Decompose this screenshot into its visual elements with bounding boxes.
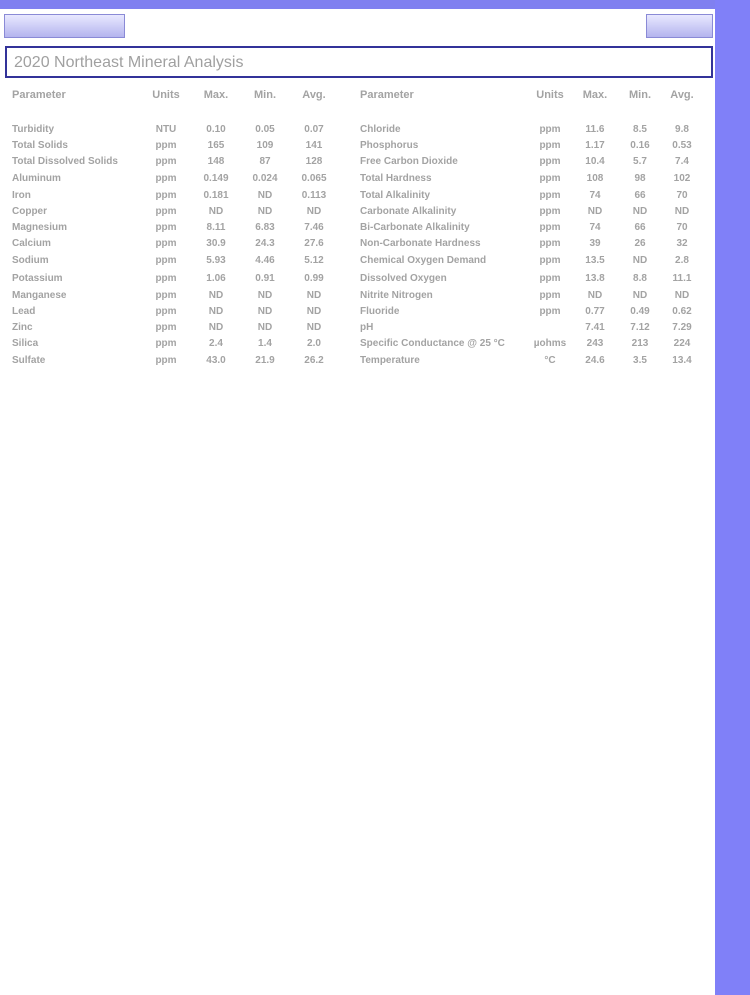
cell-units: ppm <box>155 172 177 184</box>
cell-avg: 11.1 <box>672 272 692 284</box>
cell-min: 213 <box>631 337 649 349</box>
table-row <box>12 219 704 235</box>
cell-max: 39 <box>589 237 601 249</box>
cell-parameter: Copper <box>12 205 47 217</box>
cell-units: ppm <box>155 354 177 366</box>
cell-min: 8.5 <box>633 123 647 135</box>
cell-max: ND <box>208 305 224 317</box>
cell-avg: ND <box>306 205 322 217</box>
cell-parameter: Dissolved Oxygen <box>360 272 447 284</box>
cell-units: NTU <box>155 123 177 135</box>
cell-units: ppm <box>155 189 177 201</box>
cell-max: 74 <box>589 189 601 201</box>
cell-parameter: Total Hardness <box>360 172 432 184</box>
cell-avg: 0.62 <box>672 305 692 317</box>
cell-min: 6.83 <box>255 221 275 233</box>
table-row <box>12 319 704 335</box>
cell-units: ppm <box>539 205 561 217</box>
cell-avg: 26.2 <box>304 354 324 366</box>
cell-parameter: Specific Conductance @ 25 °C <box>360 337 505 349</box>
header-max: Max. <box>203 89 229 101</box>
cell-parameter: pH <box>360 321 374 333</box>
cell-max: 13.8 <box>585 272 605 284</box>
cell-max: ND <box>208 321 224 333</box>
cell-max: 243 <box>586 337 604 349</box>
cell-avg: ND <box>306 305 322 317</box>
table-row <box>12 203 704 219</box>
cell-max: 43.0 <box>206 354 226 366</box>
cell-avg: 27.6 <box>304 237 324 249</box>
mineral-analysis-table <box>12 85 704 369</box>
cell-min: 0.024 <box>252 172 278 184</box>
cell-parameter: Sodium <box>12 254 49 266</box>
cell-parameter: Zinc <box>12 321 33 333</box>
cell-parameter: Turbidity <box>12 123 55 135</box>
cell-avg: ND <box>306 289 322 301</box>
top-accent-bar <box>0 0 750 9</box>
cell-avg: 70 <box>676 189 688 201</box>
cell-avg: 9.8 <box>675 123 689 135</box>
cell-min: ND <box>257 321 273 333</box>
cell-max: ND <box>587 289 603 301</box>
cell-avg: 0.113 <box>301 189 327 201</box>
page-title: 2020 Northeast Mineral Analysis <box>5 46 713 78</box>
cell-avg: 0.07 <box>304 123 324 135</box>
cell-max: 74 <box>589 221 601 233</box>
table-row <box>12 169 704 187</box>
cell-units: ppm <box>155 139 177 151</box>
cell-units: ppm <box>539 305 561 317</box>
cell-max: ND <box>208 205 224 217</box>
cell-avg: 7.46 <box>304 221 324 233</box>
cell-min: 66 <box>634 221 646 233</box>
header-avg: Avg. <box>670 89 694 101</box>
table-row <box>12 251 704 269</box>
table-row <box>12 153 704 169</box>
cell-max: 0.181 <box>203 189 229 201</box>
cell-max: 0.10 <box>206 123 226 135</box>
cell-units: ppm <box>539 221 561 233</box>
cell-units: ppm <box>155 321 177 333</box>
cell-avg: 224 <box>673 337 691 349</box>
cell-parameter: Total Solids <box>12 139 68 151</box>
cell-max: 13.5 <box>585 254 605 266</box>
cell-parameter: Potassium <box>12 272 63 284</box>
cell-min: 5.7 <box>633 155 647 167</box>
cell-min: ND <box>257 305 273 317</box>
header-units: Units <box>152 89 180 101</box>
cell-avg: 32 <box>676 237 688 249</box>
cell-units: ppm <box>539 189 561 201</box>
cell-max: 1.17 <box>585 139 605 151</box>
cell-avg: 102 <box>673 172 691 184</box>
table-row <box>12 121 704 137</box>
cell-max: 1.06 <box>206 272 226 284</box>
cell-max: 24.6 <box>585 354 605 366</box>
nav-button-right[interactable] <box>646 14 713 38</box>
cell-parameter: Free Carbon Dioxide <box>360 155 458 167</box>
cell-min: 4.46 <box>255 254 275 266</box>
cell-avg: ND <box>674 289 690 301</box>
cell-parameter: Manganese <box>12 289 67 301</box>
cell-parameter: Phosphorus <box>360 139 419 151</box>
cell-min: 26 <box>634 237 646 249</box>
table-row <box>12 187 704 203</box>
table-row <box>12 287 704 303</box>
cell-units: ppm <box>539 123 561 135</box>
cell-max: 5.93 <box>206 254 226 266</box>
cell-min: 3.5 <box>633 354 647 366</box>
cell-units: °C <box>544 354 556 366</box>
cell-max: 0.77 <box>585 305 605 317</box>
cell-units: ppm <box>539 237 561 249</box>
header-min: Min. <box>254 89 276 101</box>
cell-min: 66 <box>634 189 646 201</box>
cell-max: 7.41 <box>585 321 605 333</box>
cell-min: 0.16 <box>630 139 650 151</box>
header-parameter: Parameter <box>360 89 414 101</box>
cell-max: 148 <box>207 155 225 167</box>
cell-parameter: Carbonate Alkalinity <box>360 205 457 217</box>
cell-units: ppm <box>155 205 177 217</box>
cell-min: ND <box>257 189 273 201</box>
cell-max: ND <box>208 289 224 301</box>
cell-avg: 141 <box>305 139 323 151</box>
cell-units: ppm <box>539 272 561 284</box>
cell-max: 30.9 <box>206 237 226 249</box>
cell-avg: 7.29 <box>672 321 692 333</box>
cell-avg: ND <box>306 321 322 333</box>
cell-max: ND <box>587 205 603 217</box>
cell-units: ppm <box>155 337 177 349</box>
cell-units: ppm <box>155 237 177 249</box>
right-side-bar <box>715 0 750 995</box>
cell-units: ppm <box>539 289 561 301</box>
cell-avg: 0.99 <box>304 272 324 284</box>
cell-units: ppm <box>155 221 177 233</box>
cell-units: µohms <box>533 337 567 349</box>
cell-parameter: Chloride <box>360 123 401 135</box>
cell-parameter: Nitrite Nitrogen <box>360 289 433 301</box>
cell-min: 0.49 <box>630 305 650 317</box>
cell-units: ppm <box>539 155 561 167</box>
cell-parameter: Total Alkalinity <box>360 189 431 201</box>
cell-min: ND <box>632 205 648 217</box>
table-row <box>12 335 704 351</box>
cell-units: ppm <box>155 254 177 266</box>
cell-max: 10.4 <box>585 155 605 167</box>
cell-max: 2.4 <box>209 337 223 349</box>
table-row <box>12 137 704 153</box>
cell-parameter: Chemical Oxygen Demand <box>360 254 487 266</box>
cell-units: ppm <box>539 139 561 151</box>
cell-parameter: Sulfate <box>12 354 46 366</box>
cell-avg: 7.4 <box>675 155 689 167</box>
cell-units: ppm <box>539 254 561 266</box>
cell-units: ppm <box>155 155 177 167</box>
cell-max: 0.149 <box>203 172 229 184</box>
cell-avg: 70 <box>676 221 688 233</box>
cell-avg: 5.12 <box>304 254 324 266</box>
nav-button-left[interactable] <box>4 14 125 38</box>
table-row <box>12 235 704 251</box>
cell-avg: 0.065 <box>301 172 327 184</box>
cell-units: ppm <box>155 289 177 301</box>
cell-min: 109 <box>256 139 274 151</box>
cell-parameter: Magnesium <box>12 221 68 233</box>
cell-min: 1.4 <box>258 337 272 349</box>
cell-units: ppm <box>539 172 561 184</box>
cell-max: 11.6 <box>585 123 605 135</box>
cell-units: ppm <box>155 305 177 317</box>
cell-parameter: Temperature <box>360 354 420 366</box>
cell-min: ND <box>632 289 648 301</box>
cell-avg: 0.53 <box>672 139 692 151</box>
header-parameter: Parameter <box>12 89 66 101</box>
cell-min: 7.12 <box>630 321 650 333</box>
header-avg: Avg. <box>302 89 326 101</box>
cell-parameter: Bi-Carbonate Alkalinity <box>360 221 470 233</box>
table-row <box>12 269 704 287</box>
cell-max: 8.11 <box>206 221 226 233</box>
cell-min: 0.05 <box>255 123 275 135</box>
cell-units: ppm <box>155 272 177 284</box>
header-max: Max. <box>582 89 608 101</box>
cell-avg: 128 <box>305 155 323 167</box>
header-min: Min. <box>629 89 651 101</box>
cell-parameter: Lead <box>12 305 36 317</box>
cell-min: ND <box>632 254 648 266</box>
cell-parameter: Iron <box>12 189 31 201</box>
table-row <box>12 303 704 319</box>
cell-min: ND <box>257 205 273 217</box>
table-row <box>12 351 704 369</box>
cell-min: 8.8 <box>633 272 647 284</box>
cell-parameter: Non-Carbonate Hardness <box>360 237 481 249</box>
cell-max: 165 <box>207 139 225 151</box>
cell-max: 108 <box>586 172 604 184</box>
cell-avg: ND <box>674 205 690 217</box>
cell-avg: 2.0 <box>307 337 321 349</box>
cell-min: 0.91 <box>255 272 275 284</box>
cell-parameter: Total Dissolved Solids <box>12 155 118 167</box>
cell-min: 21.9 <box>255 354 275 366</box>
cell-min: 87 <box>259 155 271 167</box>
header-units: Units <box>536 89 564 101</box>
cell-avg: 2.8 <box>675 254 689 266</box>
cell-avg: 13.4 <box>672 354 692 366</box>
cell-parameter: Silica <box>12 337 39 349</box>
cell-min: 98 <box>634 172 646 184</box>
cell-min: 24.3 <box>255 237 275 249</box>
cell-units <box>530 319 570 335</box>
cell-parameter: Fluoride <box>360 305 400 317</box>
cell-min: ND <box>257 289 273 301</box>
table-header-row <box>12 85 704 105</box>
cell-parameter: Calcium <box>12 237 51 249</box>
cell-parameter: Aluminum <box>12 172 61 184</box>
